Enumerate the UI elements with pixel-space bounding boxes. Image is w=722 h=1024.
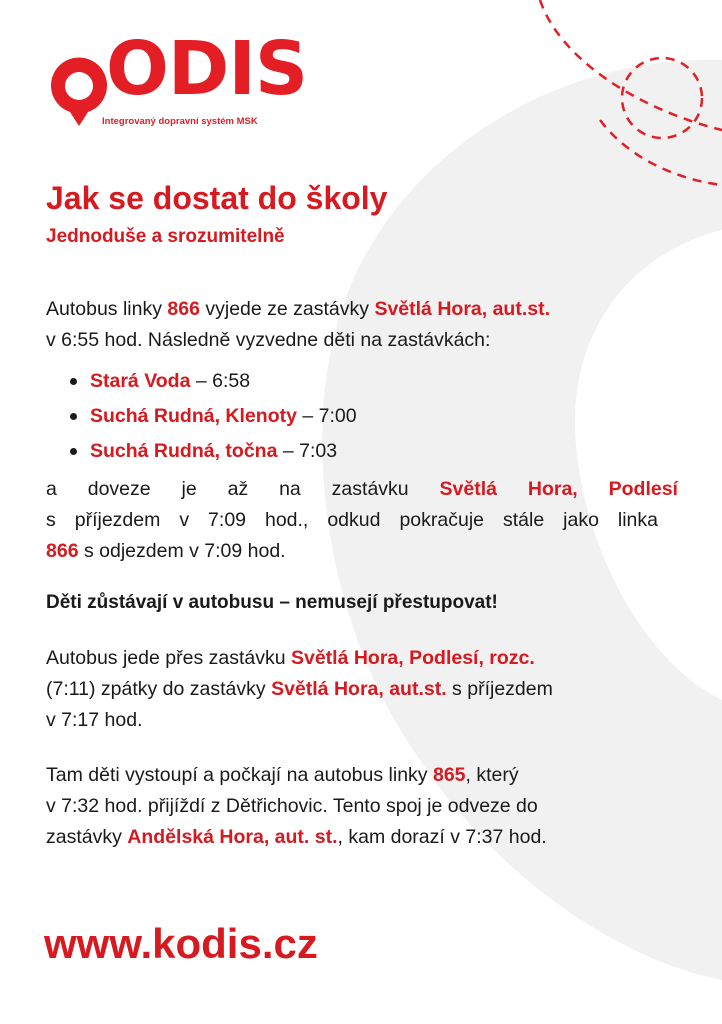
transfer-paragraph: Tam děti vystoupí a počkají na autobus linky 865, který v 7:32 hod. přijíždí z Dětřichovic. Tento spoj je odveze do zastávky Andělská Hora, aut. st., kam dorazí v 7:37 hod. — [46, 764, 547, 848]
page-title: Jak se dostat do školy — [46, 180, 388, 216]
stops-list — [70, 364, 357, 469]
list-item: Stará Voda – 6:58 — [70, 364, 357, 399]
return-paragraph: Autobus jede přes zastávku Světlá Hora, Podlesí, rozc. (7:11) zpátky do zastávky Světlá Hora, aut.st. s příjezdem v 7:17 hod. — [46, 647, 553, 731]
line-number: 865 — [432, 764, 466, 786]
stop-name: Světlá Hora, Podlesí — [439, 478, 678, 500]
intro-paragraph: Autobus linky 866 vyjede ze zastávky Světlá Hora, aut.st. v 6:55 hod. Následně vyzvedne děti na zastávkách: — [46, 298, 551, 351]
stop-name: Světlá Hora, aut.st. — [374, 298, 551, 320]
page-subtitle: Jednoduše a srozumitelně — [46, 226, 285, 247]
bullet-icon — [70, 413, 77, 420]
map-pin-icon — [48, 50, 110, 136]
list-item: Suchá Rudná, Klenoty – 7:00 — [70, 399, 357, 434]
stop-name: Světlá Hora, aut.st. — [271, 678, 447, 700]
line-number: 866 — [46, 540, 79, 562]
list-item: Suchá Rudná, točna – 7:03 — [70, 434, 357, 469]
stop-name: Světlá Hora, Podlesí, rozc. — [290, 647, 535, 669]
odis-logo — [46, 26, 308, 136]
line-number: 866 — [167, 298, 200, 320]
stop-name: Andělská Hora, aut. st. — [127, 826, 338, 848]
logo-wordmark: ODIS — [106, 26, 308, 112]
bullet-icon — [70, 448, 77, 455]
logo-tagline: Integrovaný dopravní systém MSK — [102, 116, 258, 127]
arrival-paragraph: a doveze je až na zastávku Světlá Hora, Podlesí s příjezdem v 7:09 hod., odkud pokračuje stále jako linka 866 s odjezdem v 7:09 hod. — [46, 478, 678, 562]
bullet-icon — [70, 378, 77, 385]
notice-text: Děti zůstávají v autobusu – nemusejí přestupovat! — [46, 592, 498, 613]
website-link[interactable]: www.kodis.cz — [44, 920, 318, 967]
